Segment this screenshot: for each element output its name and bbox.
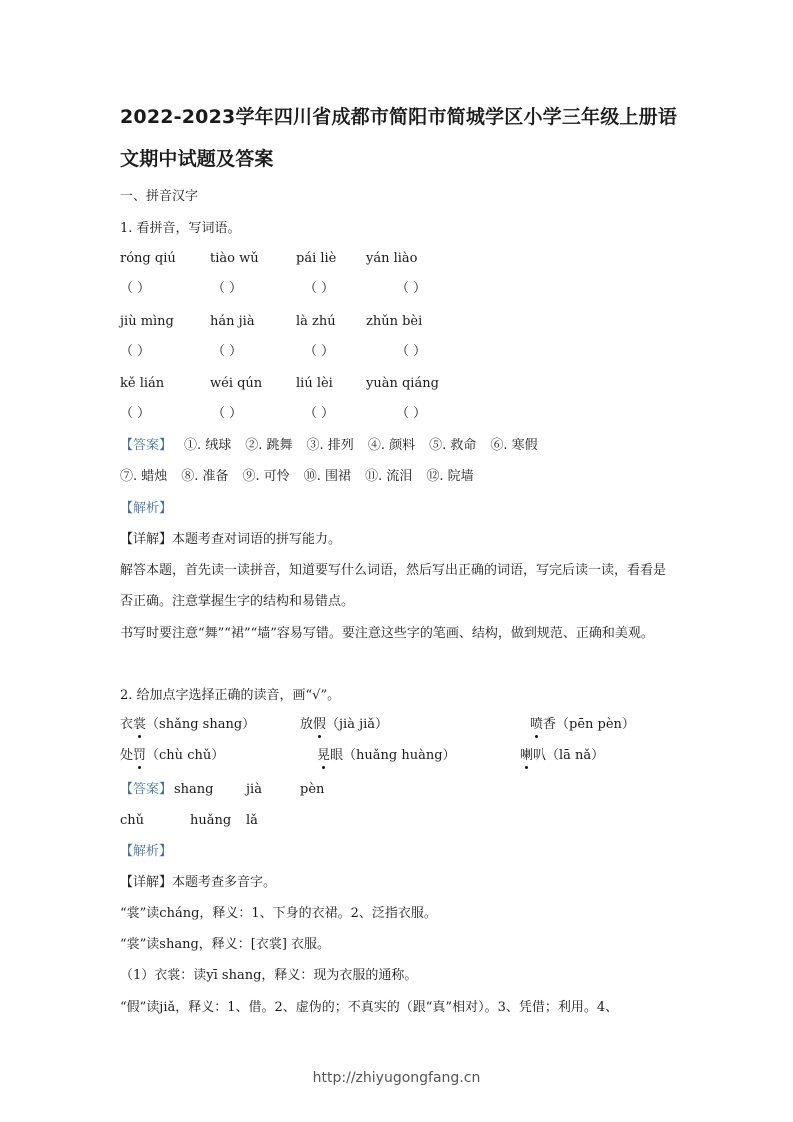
answer-line-2 — [120, 468, 488, 486]
answer-blank: （ ） — [304, 281, 335, 296]
blank-row — [120, 343, 488, 361]
explanation-line: “裳”读shang，释义：[衣裳] 衣服。 — [120, 937, 331, 952]
paragraph: 解答本题，首先读一读拼音，知道要写什么词语，然后写出正确的词语，写完后读一读，看看是否正确。注意掌握生字的结构和易错点。 — [120, 563, 667, 609]
paragraph: 书写时要注意“舞”“裙”“墙”容易写错。要注意这些字的笔画、结构，做到规范、正确和美观。 — [120, 626, 654, 641]
answer-item: ①. 绒球 — [184, 438, 232, 453]
answer-blank: （ ） — [212, 344, 243, 359]
answer-tag: 【答案】 — [120, 782, 173, 797]
pinyin-row-1 — [120, 250, 418, 268]
question-2-stem: 2. 给加点字选择正确的读音，画“√”。 — [120, 688, 341, 703]
choice-item: 放假（jià jiǎ） — [300, 717, 389, 732]
choice-row-1 — [120, 716, 635, 734]
answer-item: chǔ — [120, 813, 145, 828]
answer-tag: 【答案】 — [120, 438, 173, 453]
choice-item: 喇叭（lā nǎ） — [520, 748, 605, 763]
choice-item: 喷香（pēn pèn） — [530, 717, 635, 732]
answer-blank: （ ） — [120, 281, 151, 296]
pinyin: jiù mìng — [120, 314, 174, 329]
answer-blank: （ ） — [212, 281, 243, 296]
answer-blank: （ ） — [304, 344, 335, 359]
answer-line-4 — [120, 812, 258, 830]
pinyin-row-3 — [120, 375, 439, 393]
answer-item: ⑦. 蜡烛 — [120, 469, 168, 484]
answer-item: ③. 排列 — [306, 438, 354, 453]
answer-blank: （ ） — [120, 344, 151, 359]
answer-item: ②. 跳舞 — [245, 438, 293, 453]
footer-url: http://zhiyugongfang.cn — [312, 1070, 481, 1086]
pinyin: róng qiú — [120, 251, 176, 266]
answer-item: ⑤. 救命 — [429, 438, 477, 453]
document-title: 2022-2023学年四川省成都市简阳市简城学区小学三年级上册语文期中试题及答案 — [120, 106, 678, 170]
answer-blank: （ ） — [304, 406, 335, 421]
explanation-line: （1）衣裳：读yī shang，释义：现为衣服的通称。 — [120, 968, 418, 983]
blank-row — [120, 405, 488, 423]
choice-item: 晃眼（huǎng huàng） — [317, 748, 456, 763]
pinyin: liú lèi — [296, 376, 333, 391]
pinyin: là zhú — [296, 314, 336, 329]
pinyin: kě lián — [120, 376, 165, 391]
detail-line: 【详解】本题考查对词语的拼写能力。 — [120, 532, 342, 547]
answer-item: ⑩. 围裙 — [303, 469, 352, 484]
explanation-line: “裳”读cháng，释义：1、下身的衣裙。2、泛指衣服。 — [120, 906, 437, 921]
analysis-tag: 【解析】 — [120, 844, 173, 859]
answer-blank: （ ） — [212, 406, 243, 421]
answer-blank: （ ） — [396, 344, 427, 359]
answer-item: pèn — [300, 782, 325, 797]
answer-blank: （ ） — [396, 281, 427, 296]
pinyin: tiào wǔ — [210, 251, 259, 266]
answer-line-3 — [120, 781, 324, 799]
pinyin: yuàn qiáng — [366, 376, 439, 391]
choice-item: 衣裳（shǎng shang） — [120, 717, 256, 732]
pinyin-row-2 — [120, 313, 422, 331]
answer-item: ⑪. 流泪 — [365, 469, 413, 484]
answer-line-1 — [120, 437, 552, 455]
answer-item: lǎ — [246, 813, 258, 828]
pinyin: pái liè — [296, 251, 337, 266]
pinyin: hán jià — [210, 314, 255, 329]
answer-item: ⑫. 院墙 — [426, 469, 474, 484]
pinyin: wéi qún — [210, 376, 263, 391]
answer-item: jià — [246, 782, 262, 797]
detail-line: 【详解】本题考查多音字。 — [120, 875, 277, 890]
answer-item: ④. 颜料 — [367, 438, 416, 453]
answer-item: ⑨. 可怜 — [242, 469, 290, 484]
choice-row-2 — [120, 747, 604, 765]
question-1-stem: 1. 看拼音，写词语。 — [120, 221, 241, 236]
answer-blank: （ ） — [396, 406, 427, 421]
answer-item: shang — [174, 782, 214, 797]
blank-row — [120, 280, 488, 298]
answer-blank: （ ） — [120, 406, 151, 421]
answer-item: ⑧. 准备 — [181, 469, 229, 484]
pinyin: yán liào — [366, 251, 418, 266]
choice-item: 处罚（chù chǔ） — [120, 748, 225, 763]
answer-item: ⑥. 寒假 — [490, 438, 538, 453]
analysis-tag: 【解析】 — [120, 501, 173, 516]
answer-item: huǎng — [190, 813, 232, 828]
section-heading: 一、拼音汉字 — [120, 189, 199, 204]
explanation-line: “假”读jiǎ，释义：1、借。2、虚伪的；不真实的（跟“真”相对）。3、凭借；利用。4、 — [120, 1000, 619, 1015]
pinyin: zhǔn bèi — [366, 314, 423, 329]
